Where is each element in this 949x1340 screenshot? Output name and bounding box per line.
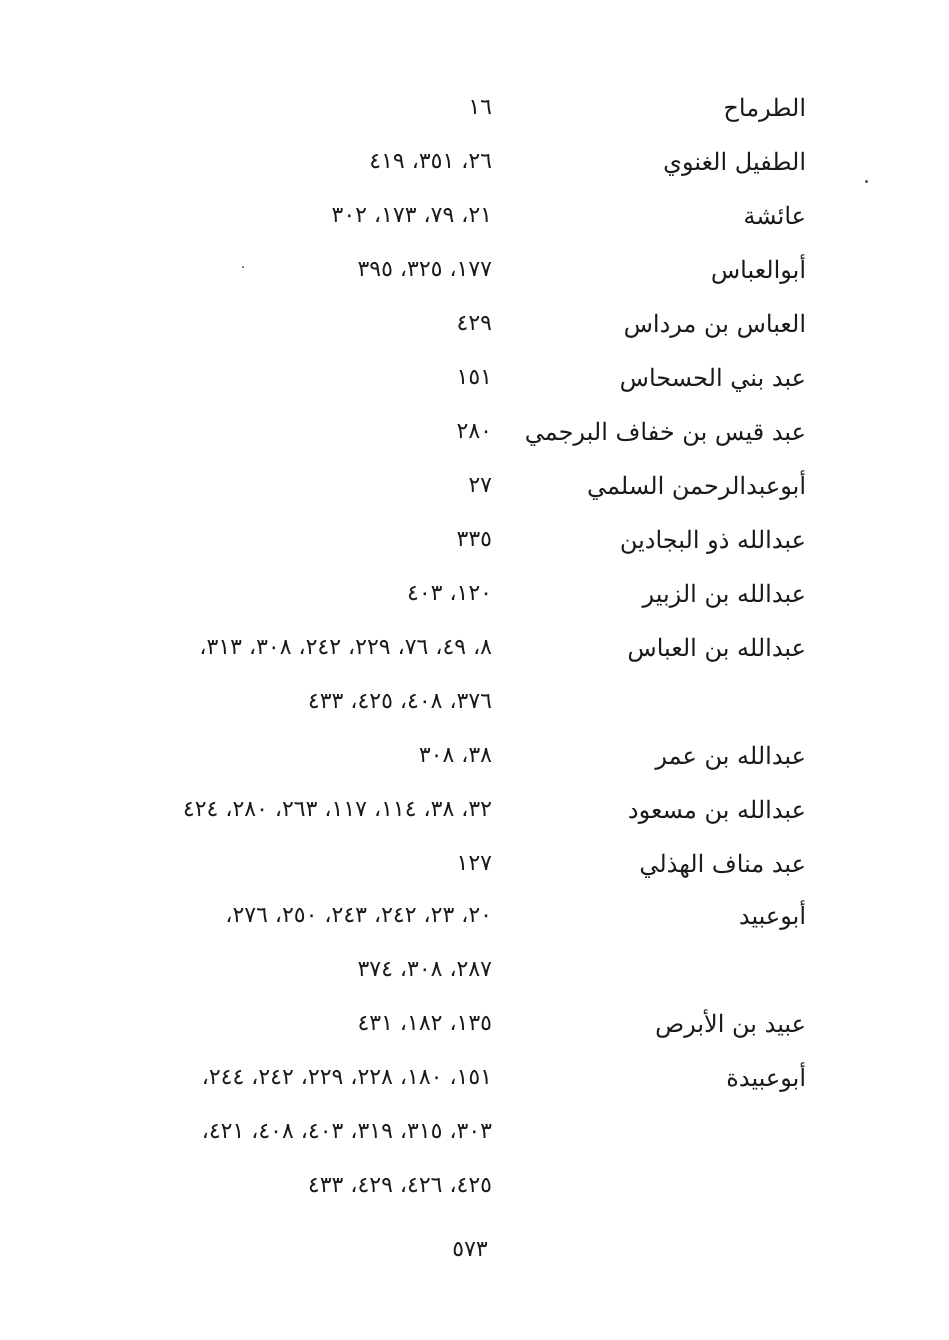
index-entry (0, 466, 949, 506)
index-entry-continuation (0, 1166, 949, 1206)
index-entry (0, 196, 949, 236)
entry-pages: ٣٣٥ (456, 527, 492, 552)
entry-pages: ٢٧ (468, 473, 492, 498)
index-entry (0, 250, 949, 290)
entry-name: عبدالله بن مسعود (627, 796, 806, 824)
scan-speck (242, 266, 244, 268)
entry-pages: ٢١، ٧٩، ١٧٣، ٣٠٢ (331, 203, 492, 228)
index-entry (0, 628, 949, 668)
index-entry (0, 896, 949, 936)
index-entry (0, 142, 949, 182)
entry-name: عائشة (743, 202, 806, 230)
entry-pages: ٢٠، ٢٣، ٢٤٢، ٢٤٣، ٢٥٠، ٢٧٦، (225, 903, 492, 928)
entry-pages: ٢٦، ٣٥١، ٤١٩ (369, 149, 492, 174)
entry-pages: ٣٧٦، ٤٠٨، ٤٢٥، ٤٣٣ (307, 689, 492, 714)
entry-name: أبوعبيدة (726, 1064, 806, 1092)
index-entry (0, 790, 949, 830)
entry-pages: ٢٨٠ (456, 419, 492, 444)
entry-name: عبدالله ذو البجادين (619, 526, 806, 554)
entry-name: العباس بن مرداس (623, 310, 806, 338)
index-entry (0, 304, 949, 344)
index-entry (0, 844, 949, 884)
entry-pages: ١٥١ (456, 365, 492, 390)
entry-name: عبد مناف الهذلي (639, 850, 806, 878)
entry-name: أبوالعباس (710, 256, 806, 284)
entry-pages: ٤٢٩ (456, 311, 492, 336)
entry-pages: ٣٨، ٣٠٨ (418, 743, 492, 768)
entry-name: عبدالله بن العباس (627, 634, 806, 662)
index-entry-continuation (0, 682, 949, 722)
entry-name: عبد بني الحسحاس (619, 364, 806, 392)
entry-name: عبيد بن الأبرص (655, 1010, 806, 1038)
entry-name: أبوعبيد (738, 902, 806, 930)
entry-pages: ٣٠٣، ٣١٥، ٣١٩، ٤٠٣، ٤٠٨، ٤٢١، (201, 1119, 492, 1144)
page-number: ٥٧٣ (452, 1237, 488, 1262)
entry-name: عبد قيس بن خفاف البرجمي (524, 418, 806, 446)
index-entry-continuation (0, 950, 949, 990)
index-entry-continuation (0, 1112, 949, 1152)
entry-name: الطرماح (723, 94, 806, 122)
index-entry (0, 412, 949, 452)
entry-name: أبوعبدالرحمن السلمي (587, 472, 806, 500)
entry-pages: ١٦ (468, 95, 492, 120)
entry-pages: ٣٢، ٣٨، ١١٤، ١١٧، ٢٦٣، ٢٨٠، ٤٢٤ (182, 797, 492, 822)
entry-pages: ٨، ٤٩، ٧٦، ٢٢٩، ٢٤٢، ٣٠٨، ٣١٣، (199, 635, 492, 660)
scan-speck (865, 180, 868, 183)
entry-name: عبدالله بن الزبير (642, 580, 806, 608)
entry-name: عبدالله بن عمر (655, 742, 806, 770)
index-entry (0, 574, 949, 614)
entry-pages: ١٢٧ (456, 851, 492, 876)
index-entry (0, 1004, 949, 1044)
entry-pages: ١٣٥، ١٨٢، ٤٣١ (357, 1011, 492, 1036)
entry-pages: ٤٢٥، ٤٢٦، ٤٢٩، ٤٣٣ (307, 1173, 492, 1198)
entry-pages: ١٥١، ١٨٠، ٢٢٨، ٢٢٩، ٢٤٢، ٢٤٤، (201, 1065, 492, 1090)
index-entry (0, 736, 949, 776)
index-entry (0, 1058, 949, 1098)
entry-pages: ٢٨٧، ٣٠٨، ٣٧٤ (357, 957, 492, 982)
index-entry (0, 358, 949, 398)
index-entry (0, 520, 949, 560)
entry-pages: ١٧٧، ٣٢٥، ٣٩٥ (357, 257, 492, 282)
index-entry (0, 88, 949, 128)
entry-name: الطفيل الغنوي (663, 148, 806, 176)
entry-pages: ١٢٠، ٤٠٣ (407, 581, 492, 606)
